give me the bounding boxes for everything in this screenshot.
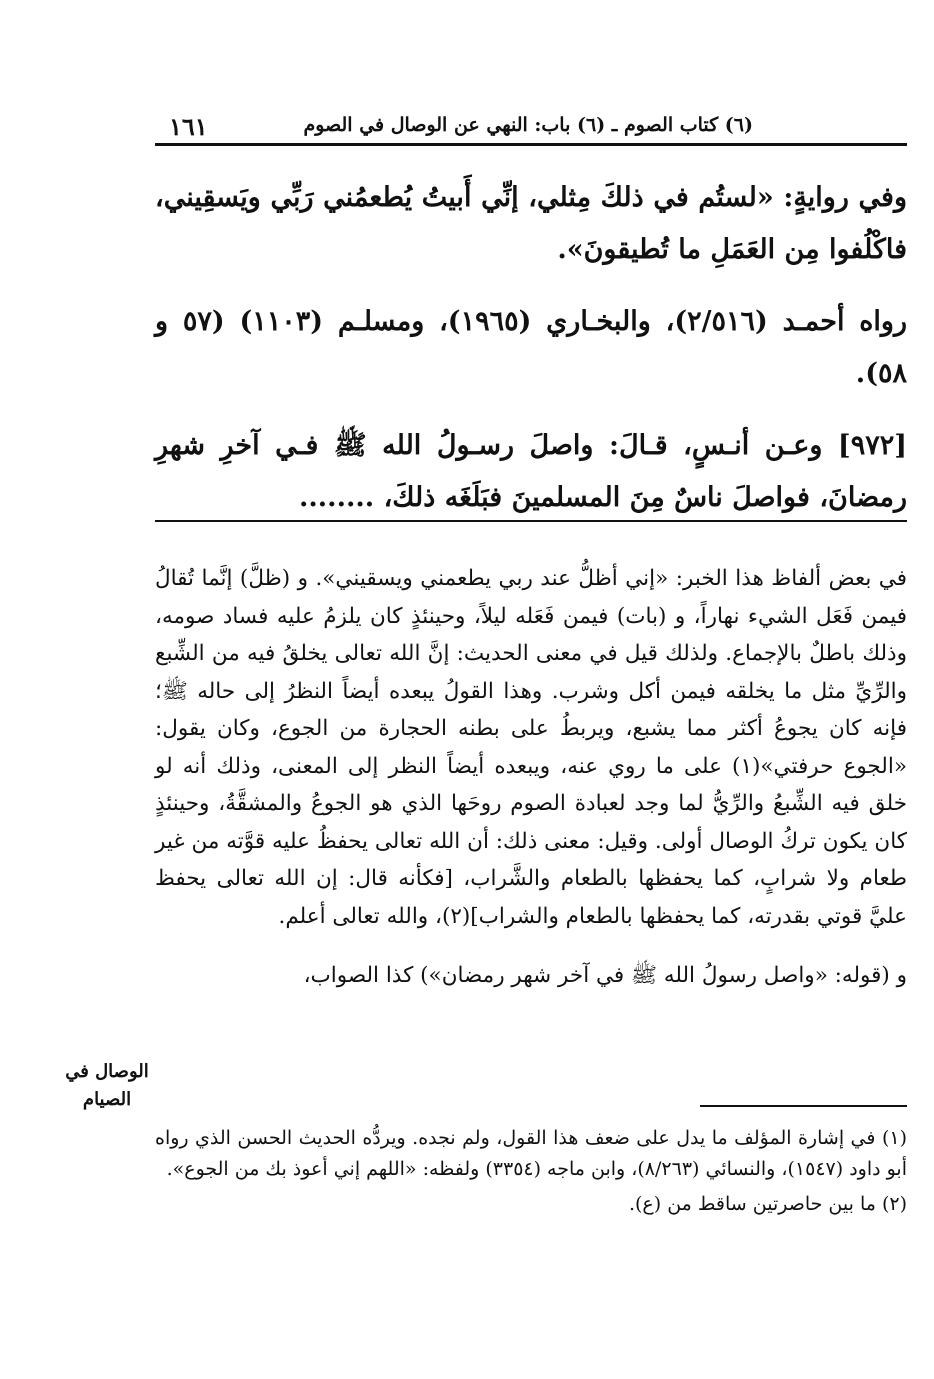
footnote-divider (700, 1105, 907, 1107)
hadith-text (155, 172, 907, 544)
footnotes (155, 1123, 907, 1224)
header-divider (155, 143, 907, 146)
commentary-paragraph: و (قوله: «واصل رسولُ الله ﷺ في آخر شهر رمضان») كذا الصواب، (303, 963, 907, 988)
footnote-1: (١) في إشارة المؤلف ما يدل على ضعف هذا القول، ولم نجده. ويردُّه الحديث الحسن الذي رواه أبو داود (١٥٤٧)، والنسائي (٨/٢٦٣)، وابن ماجه (٣٣٥٤) ولفظه: «اللهم إني أعوذ بك من الجوع». (155, 1127, 907, 1180)
hadith-variant-paragraph: وفي روايةٍ: «لستُم في ذلكَ مِثلي، إنِّي أَبيتُ يُطعمُني رَبِّي ويَسقِيني، فاكْلُفوا مِن العَمَلِ ما تُطيقونَ». (155, 182, 907, 265)
page-header (155, 110, 905, 142)
commentary-paragraph: في بعض ألفاظ هذا الخبر: «إني أظلُّ عند ربي يطعمني ويسقيني». و (ظلَّ) إنَّما تُقالُ فيمن فَعَل الشيء نهاراً، و (بات) فيمن فَعَله ليلاً، وحينئذٍ كان يلزمُ عليه فساد صومه، وذلك باطلٌ بالإجماع. ولذلك قيل في معنى الحديث: إنَّ الله تعالى يخلقُ فيه من الشِّبع والرِّيِّ مثل ما يخلقه فيمن أكل وشرب. وهذا القولُ يبعده أيضاً النظرُ إلى حاله ﷺ؛ فإنه كان يجوعُ أكثر مما يشبع، ويربطُ على بطنه الحجارة من الجوع، وكان يقول: «الجوع حرفتي»(١) على ما روي عنه، ويبعده أيضاً النظر إلى المعنى، وذلك أنه لو خلق فيه الشِّبعُ والرِّيُّ لما وجد لعبادة الصوم روحَها الذي هو الجوعُ والمشقَّةُ، وحينئذٍ كان يكون تركُ الوصال أولى. وقيل: معنى ذلك: أن الله تعالى يحفظُ عليه قوَّته من غير طعام ولا شرابٍ، كما يحفظها بالطعام والشَّراب، [فكأنه قال: إن الله تعالى يحفظ عليَّ قوتي بقدرته، كما يحفظها بالطعام والشراب](٢)، والله تعالى أعلم. (155, 566, 907, 929)
hadith-972-paragraph: [٩٧٢] وعـن أنـسٍ، قـالَ: واصلَ رسـولُ الله ﷺ فـي آخرِ شهرِ رمضانَ، فواصلَ ناسٌ مِنَ المسلمينَ فبَلَغَه ذلكَ، ........ (155, 430, 907, 513)
footnote-2: (٢) ما بين حاصرتين ساقط من (ع). (628, 1193, 907, 1215)
running-title: (٦) كتاب الصوم ـ (٦) باب: النهي عن الوصال في الصوم (303, 114, 753, 136)
margin-note: الوصال في الصيام (65, 1061, 149, 1110)
hadith-sources-paragraph: رواه أحمـد (٢/٥١٦)، والبخـاري (١٩٦٥)، ومسلـم (١١٠٣) (٥٧ و ٥٨). (155, 306, 908, 389)
page-number: ١٦١ (169, 112, 208, 141)
commentary-text (155, 560, 907, 1017)
section-divider (155, 520, 907, 522)
